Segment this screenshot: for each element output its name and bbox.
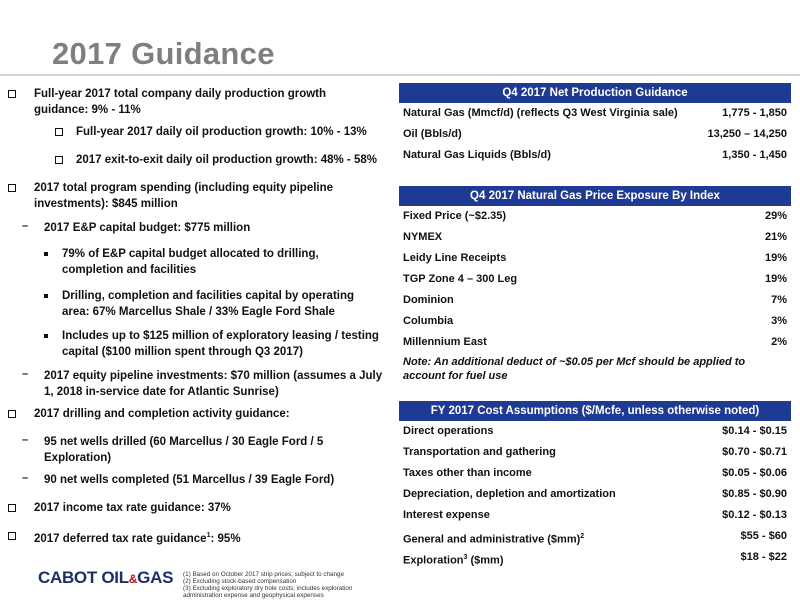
row-value: $0.05 - $0.06 (722, 467, 787, 479)
checkbox-bullet-icon (8, 184, 16, 192)
table-row (399, 103, 791, 124)
list-item: Includes up to $125 million of exploratory leasing / testing capital ($100 million spent through Q3 2017) (62, 330, 379, 358)
table-note: Note: An additional deduct of ~$0.05 per Mcf should be applied to account for fuel use (403, 356, 746, 382)
row-value: 7% (771, 294, 787, 306)
table-row (399, 332, 791, 353)
row-value: 19% (764, 252, 787, 264)
table-row (399, 248, 791, 269)
row-value: $55 - $60 (740, 530, 787, 542)
row-label: Millennium East (403, 336, 487, 348)
row-label-text: General and administrative ($mm) (403, 533, 581, 546)
list-item: Drilling, completion and facilities capital by operating area: 67% Marcellus Shale / 33% Eagle Ford Shale (62, 290, 355, 318)
list-item: 95 net wells drilled (60 Marcellus / 30 Eagle Ford / 5 Exploration) (44, 436, 324, 464)
row-value: $18 - $22 (740, 551, 787, 563)
logo-ampersand: & (128, 572, 138, 586)
page-title: 2017 Guidance (52, 36, 275, 71)
list-item: 2017 income tax rate guidance: 37% (34, 502, 231, 514)
footnotes (183, 571, 383, 599)
list-item: Full-year 2017 daily oil production growth: 10% - 13% (76, 126, 367, 138)
table-row (399, 505, 791, 526)
row-label: Leidy Line Receipts (403, 252, 507, 264)
list-item: 2017 E&P capital budget: $775 million (44, 222, 251, 234)
row-label: TGP Zone 4 – 300 Leg (403, 273, 518, 285)
table-header: Q4 2017 Net Production Guidance (399, 83, 791, 103)
dash-bullet-icon: – (22, 220, 29, 232)
row-value: 1,775 - 1,850 (722, 107, 787, 119)
table-row (399, 227, 791, 248)
footnote-marker: 3 (463, 554, 468, 561)
row-value: 19% (764, 273, 787, 285)
footnote-marker: 1 (206, 532, 211, 539)
checkbox-bullet-icon (8, 410, 16, 418)
list-item: 2017 total program spending (including equity pipeline investments): $845 million (34, 182, 334, 210)
footnote: administration expense and geophysical expenses (183, 592, 324, 599)
row-value: 13,250 – 14,250 (707, 128, 787, 140)
row-value: 2% (771, 336, 787, 348)
row-value: 1,350 - 1,450 (722, 149, 787, 161)
row-label: Direct operations (403, 425, 494, 437)
row-label (403, 526, 584, 547)
list-item: 90 net wells completed (51 Marcellus / 39 Eagle Ford) (44, 474, 335, 486)
row-label-suffix: ($mm) (467, 554, 504, 567)
row-value: $0.70 - $0.71 (722, 446, 787, 458)
price-exposure-table (399, 186, 791, 385)
title-divider (0, 74, 800, 76)
table-row (399, 269, 791, 290)
table-row (399, 442, 791, 463)
list-item: Full-year 2017 total company daily production growth guidance: 9% - 11% (34, 88, 327, 116)
square-bullet-icon (44, 334, 48, 338)
row-label: Natural Gas (Mmcf/d) (reflects Q3 West Virginia sale) (403, 107, 678, 119)
row-label-text: Exploration (403, 554, 464, 567)
table-row (399, 463, 791, 484)
row-label: Transportation and gathering (403, 446, 556, 458)
list-item: 2017 equity pipeline investments: $70 million (assumes a July 1, 2018 in-service date for Atlantic Sunrise) (44, 370, 383, 398)
footnote: (2) Excluding stock-based compensation (183, 578, 297, 585)
row-value: 3% (771, 315, 787, 327)
row-label: Oil (Bbls/d) (403, 128, 462, 140)
row-label: Fixed Price (~$2.35) (403, 210, 507, 222)
table-row (399, 547, 791, 568)
table-row (399, 311, 791, 332)
row-label (403, 547, 503, 568)
company-logo (38, 568, 173, 588)
table-row (399, 206, 791, 227)
table-header: Q4 2017 Natural Gas Price Exposure By Index (399, 186, 791, 206)
list-item: 2017 drilling and completion activity guidance: (34, 408, 290, 420)
table-row (399, 145, 791, 166)
logo-text: GAS (137, 568, 174, 587)
footnote-marker: 2 (580, 533, 585, 540)
table-row (399, 124, 791, 145)
checkbox-bullet-icon (55, 128, 63, 136)
table-row (399, 526, 791, 547)
checkbox-bullet-icon (8, 532, 16, 540)
row-label: Taxes other than income (403, 467, 532, 479)
row-label: Natural Gas Liquids (Bbls/d) (403, 149, 551, 161)
row-label: Dominion (403, 294, 454, 306)
square-bullet-icon (44, 252, 48, 256)
table-row (399, 421, 791, 442)
row-value: $0.14 - $0.15 (722, 425, 787, 437)
list-item: 79% of E&P capital budget allocated to drilling, completion and facilities (62, 248, 319, 276)
list-item (34, 528, 379, 547)
checkbox-bullet-icon (55, 156, 63, 164)
row-label: Interest expense (403, 509, 490, 521)
list-item-text: 2017 deferred tax rate guidance (34, 532, 207, 545)
row-label: NYMEX (403, 231, 443, 243)
footnote: (1) Based on October 2017 strip prices; subject to change (183, 571, 345, 578)
cost-assumptions-table (399, 401, 791, 568)
row-value: $0.85 - $0.90 (722, 488, 787, 500)
table-row (399, 290, 791, 311)
dash-bullet-icon: – (22, 434, 29, 446)
dash-bullet-icon: – (22, 368, 29, 380)
square-bullet-icon (44, 294, 48, 298)
table-row (399, 484, 791, 505)
checkbox-bullet-icon (8, 504, 16, 512)
row-value: 29% (764, 210, 787, 222)
production-guidance-table (399, 83, 791, 166)
row-value: $0.12 - $0.13 (722, 509, 787, 521)
dash-bullet-icon: – (22, 472, 29, 484)
logo-text: CABOT OIL (38, 568, 129, 587)
footnote: (3) Excluding exploratory dry hole costs; includes exploration (183, 585, 353, 592)
list-item: 2017 exit-to-exit daily oil production growth: 48% - 58% (76, 154, 377, 166)
row-label: Depreciation, depletion and amortization (403, 488, 616, 500)
row-value: 21% (764, 231, 787, 243)
checkbox-bullet-icon (8, 90, 16, 98)
row-label: Columbia (403, 315, 454, 327)
table-header: FY 2017 Cost Assumptions ($/Mcfe, unless otherwise noted) (399, 401, 791, 421)
list-item-value: : 95% (210, 532, 241, 545)
